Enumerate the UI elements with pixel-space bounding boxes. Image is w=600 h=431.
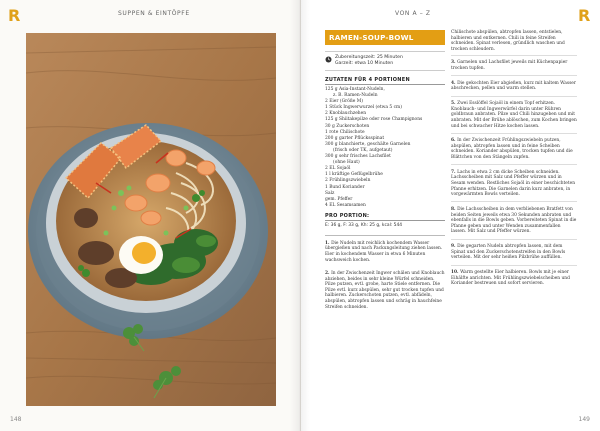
- recipe-step: [451, 138, 577, 165]
- step-text: Die Lachsscheiben in dem verbliebenen Bratfett von beiden Seiten jeweils etwa 30 Sekunden anbraten und ebenfalls in die Bowls geben. Vorbereiteten Spinat in die Pfanne geben und unter Wenden zusammenfallen lassen. Mit Salz und Pfeffer würzen.: [451, 207, 577, 235]
- recipe-step: [451, 207, 577, 240]
- ingredient-item: gem. Pfeffer: [325, 196, 353, 202]
- step-text: Die gekochten Eier abgießen, kurz mit kaltem Wasser abschrecken, pellen und warm stellen.: [451, 80, 576, 92]
- recipe-right-column: [451, 30, 577, 295]
- step-text: Garnelen und Lachsfilet jeweils mit Küchenpapier trocken tupfen.: [451, 60, 568, 71]
- running-head: VON A – Z: [395, 10, 431, 17]
- ingredient-item: 200 g garter Pflücksspinat: [325, 135, 385, 141]
- ingredient-item: 125 g Shiitakepilze oder rose Champignons: [325, 117, 423, 123]
- step-text: Die gegarten Nudeln abtropfen lassen, mit dem Spinat und den Zuckerschotenstreifen in den Bowls verteilen. Mit der sehr heißen Pilzbrühe auffüllen.: [451, 244, 566, 261]
- continued-text: Chilischote abspülen, abtropfen lassen, entstielen, halbieren und entkernen. Chili in feine Streifen schneiden. Spinat verlesen, gründlich waschen und trocken schleudern.: [451, 30, 577, 56]
- prep-time: Zubereitungszeit: 25 Minuten: [335, 55, 403, 60]
- recipe-step: [325, 241, 445, 267]
- ingredient-item: 2 Eier (Größe M): [325, 99, 363, 105]
- clock-icon: [325, 56, 332, 63]
- chapter-letter: R: [8, 6, 21, 25]
- step-number: 8.: [451, 207, 458, 212]
- ingredient-item: 1 Stück Ingwerwurzel (etwa 5 cm): [325, 105, 402, 111]
- page-number: 148: [10, 416, 22, 423]
- step-text: Lachs in etwa 2 cm dicke Scheiben schneiden. Lachsscheiben mit Salz und Pfeffer würzen und in Sesam wenden. Restliches Sojaöl in einer beschichteten Pfanne erhitzen. Die Garnelen darin kurz anbraten, in vorgewärmten Bowls verteilen.: [451, 169, 575, 198]
- ingredient-item: 4 EL Sesamsamen: [325, 202, 366, 208]
- ingredient-item: 1 l kräftige Geflügelbrühe: [325, 172, 383, 178]
- running-head: SUPPEN & EINTÖPFE: [118, 10, 190, 17]
- ingredient-item: 300 g blanchierte, geschälte Garnelen: [325, 141, 411, 147]
- divider: [325, 235, 445, 236]
- recipe-left-column: [325, 30, 445, 318]
- step-text: In der Zwischenzeit Ingwer schälen und Knoblauch abziehen, beides in sehr kleine Würfel schneiden. Pilze putzen, evtl. grobe, harte Stiele entfernen. Die Pilze evtl. kurz abspülen, sehr gut trocken tupfen und halbieren. Zuckerschoten putzen, evtl. abfädeln, abspülen, abtropfen lassen und schräg in hauchfeine Streifen schneiden.: [325, 271, 445, 310]
- recipe-step: [451, 60, 577, 76]
- ingredients-list: [325, 87, 445, 209]
- ingredient-item: 300 g sehr frisches Lachsfilet: [325, 154, 391, 160]
- step-number: 7.: [451, 169, 458, 175]
- ingredient-item: 30 g Zuckerschoten: [325, 123, 370, 129]
- chapter-letter: R: [578, 6, 591, 25]
- steps-list-left: [325, 241, 445, 314]
- ingredient-item: (frisch oder TK, aufgetaut): [333, 147, 393, 153]
- step-number: 9.: [451, 244, 458, 250]
- recipe-step: [451, 101, 577, 134]
- recipe-step: [451, 170, 577, 203]
- step-number: 10.: [451, 270, 461, 276]
- ramen-bowl-photo: [26, 33, 276, 406]
- ingredient-item: 1 Bund Koriander: [325, 184, 365, 190]
- step-number: 3.: [451, 60, 458, 66]
- step-text: Warm gestellte Eier halbieren. Bowls mit je einer Eihälfte anrichten. Mit Frühlingszwiebelscheiben und Koriander bestreuen und sofort servieren.: [451, 270, 570, 287]
- ingredient-item: 1 rote Chilischote: [325, 129, 365, 135]
- ingredient-item: 2 EL Sojaöl: [325, 166, 351, 172]
- cook-time: Garzeit: etwa 10 Minuten: [335, 61, 394, 66]
- steps-list-right: [451, 60, 577, 290]
- right-page: [300, 0, 600, 431]
- ingredient-item: 2 Frühlingszwiebeln: [325, 178, 371, 184]
- ingredient-item: (ohne Haut): [333, 160, 360, 166]
- nutrition-values: E: 36 g, F: 33 g, Kh: 25 g, kcal: 544: [325, 222, 403, 228]
- step-text: Zwei Esslöffel Sojaöl in einem Topf erhitzen. Knoblauch- und Ingwerwürfel darin unter Rühren goldbraun anbraten. Pilze und Chili hinzugeben und mit anbraten. Mit der Brühe ablöschen, zum Kochen bringen und bei schwacher Hitze kochen lassen.: [451, 101, 577, 129]
- step-text: Die Nudeln mit reichlich kochendem Wasser übergießen und nach Packungsleitung ziehen lassen. Eier in kochendem Wasser in etwa 6 Minuten wachsweich kochen.: [325, 240, 443, 263]
- ingredients-heading: ZUTATEN FÜR 4 PORTIONEN: [325, 77, 445, 85]
- ingredient-item: 125 g Asia-Instant-Nudeln,: [325, 87, 385, 92]
- recipe-step: [451, 244, 577, 265]
- ingredient-item: Salz: [325, 190, 335, 196]
- page-number: 149: [578, 416, 590, 423]
- recipe-title: RAMEN-SOUP-BOWL: [325, 30, 445, 45]
- recipe-step: [451, 81, 577, 97]
- step-number: 4.: [451, 80, 458, 86]
- nutrition-heading: PRO PORTION:: [325, 213, 445, 221]
- step-text: In der Zwischenzeit Frühlingszwiebeln putzen, abspülen, abtropfen lassen und in feine Scheiben schneiden. Koriander abspülen, trocken tupfen und die Blättchen von den Stängeln zupfen.: [451, 138, 573, 161]
- step-number: 1.: [325, 240, 332, 246]
- recipe-step: [451, 270, 577, 290]
- time-info: [325, 51, 445, 71]
- step-number: 6.: [451, 138, 458, 144]
- ingredient-item: 2 Knoblauchzehen: [325, 111, 367, 117]
- ingredient-item: z. B. Ramen-Nudeln: [333, 93, 378, 99]
- ramen-bowl-photo-icon: [26, 33, 276, 406]
- step-number: 5.: [451, 101, 458, 107]
- step-number: 2.: [325, 271, 332, 277]
- recipe-step: [325, 271, 445, 314]
